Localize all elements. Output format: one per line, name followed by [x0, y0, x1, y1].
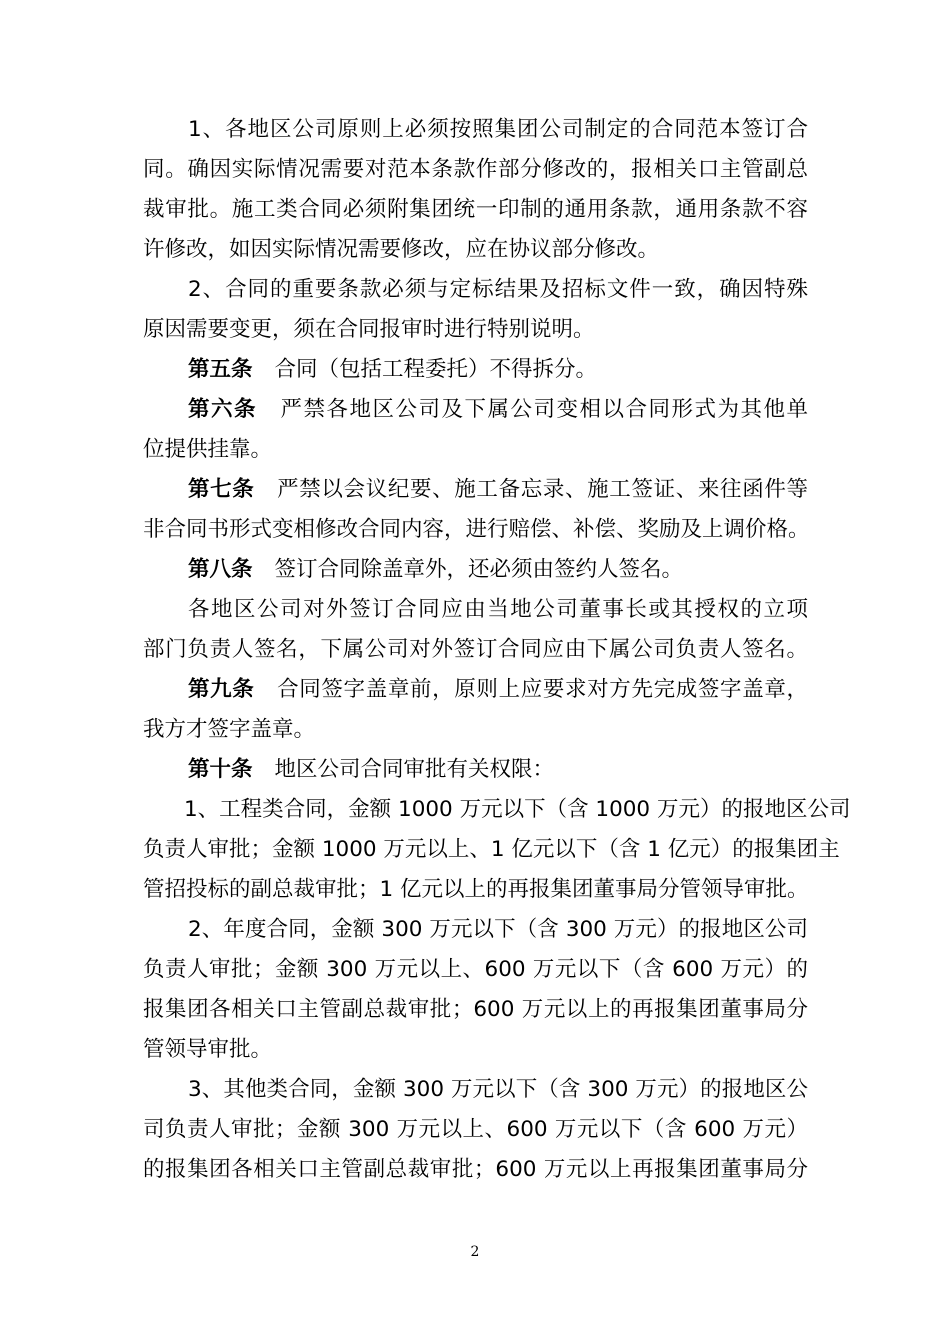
- article-6: [188, 390, 808, 430]
- article-label: 第十条: [188, 757, 253, 782]
- page-number: 2: [470, 1244, 480, 1260]
- article-text: 严禁各地区公司及下属公司变相以合同形式为其他单: [279, 397, 808, 422]
- text-line: 2、合同的重要条款必须与定标结果及招标文件一致，确因特殊: [188, 277, 808, 302]
- article-text: 严禁以会议纪要、施工备忘录、施工签证、来往函件等: [276, 477, 808, 502]
- text-line: 管招投标的副总裁审批；1 亿元以上的再报集团董事局分管领导审批。: [143, 877, 809, 902]
- article-10: [188, 750, 808, 790]
- article-text: 合同签字盖章前，原则上应要求对方先完成签字盖章，: [276, 677, 808, 702]
- text-line: 3、其他类合同，金额 300 万元以下（含 300 万元）的报地区公: [188, 1077, 808, 1102]
- article-label: 第八条: [188, 557, 253, 582]
- text-line: 的报集团各相关口主管副总裁审批；600 万元以上再报集团董事局分: [143, 1157, 808, 1182]
- article-label: 第六条: [188, 397, 257, 422]
- article-text: 签订合同除盖章外，还必须由签约人签名。: [274, 557, 684, 582]
- article-9: [188, 670, 808, 710]
- text-line: 我方才签字盖章。: [143, 717, 316, 742]
- text-line: 部门负责人签名，下属公司对外签订合同应由下属公司负责人签名。: [143, 637, 808, 662]
- text-line: 报集团各相关口主管副总裁审批；600 万元以上的再报集团董事局分: [143, 997, 808, 1022]
- text-line: 各地区公司对外签订合同应由当地公司董事长或其授权的立项: [188, 597, 808, 622]
- article-label: 第五条: [188, 357, 253, 382]
- article-8: [188, 550, 808, 590]
- text-line: 非合同书形式变相修改合同内容，进行赔偿、补偿、奖励及上调价格。: [143, 517, 810, 542]
- text-line: 位提供挂靠。: [143, 437, 273, 462]
- text-line: 负责人审批；金额 1000 万元以上、1 亿元以下（含 1 亿元）的报集团主: [143, 837, 840, 862]
- text-line: 原因需要变更，须在合同报审时进行特别说明。: [143, 317, 595, 342]
- text-line: 司负责人审批；金额 300 万元以上、600 万元以下（含 600 万元）: [143, 1117, 808, 1142]
- text-line: 裁审批。施工类合同必须附集团统一印制的通用条款，通用条款不容: [143, 197, 808, 222]
- article-text: 合同（包括工程委托）不得拆分。: [274, 357, 598, 382]
- article-text: 地区公司合同审批有关权限：: [274, 757, 555, 782]
- text-line: 1、工程类合同，金额 1000 万元以下（含 1000 万元）的报地区公司: [184, 797, 851, 822]
- text-line: 同。确因实际情况需要对范本条款作部分修改的，报相关口主管副总: [143, 157, 808, 182]
- text-line: 负责人审批；金额 300 万元以上、600 万元以下（含 600 万元）的: [143, 957, 808, 982]
- text-line: 管领导审批。: [143, 1037, 273, 1062]
- article-7: [188, 470, 808, 510]
- text-line: 2、年度合同，金额 300 万元以下（含 300 万元）的报地区公司: [188, 917, 808, 942]
- article-label: 第九条: [188, 677, 255, 702]
- article-label: 第七条: [188, 477, 255, 502]
- text-line: 1、各地区公司原则上必须按照集团公司制定的合同范本签订合: [188, 117, 808, 142]
- text-line: 许修改，如因实际情况需要修改，应在协议部分修改。: [143, 237, 660, 262]
- article-5: [188, 350, 808, 390]
